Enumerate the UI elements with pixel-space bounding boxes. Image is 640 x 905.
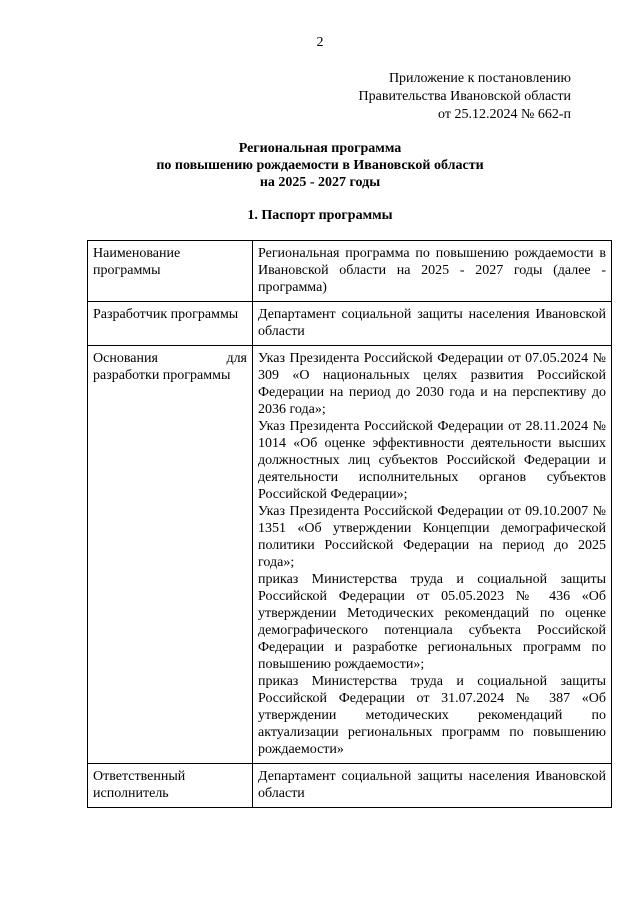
- title-line: по повышению рождаемости в Ивановской области: [156, 158, 484, 173]
- appendix-line: от 25.12.2024 № 662-п: [438, 107, 571, 122]
- table-row: [88, 241, 612, 302]
- row-value: [253, 302, 612, 346]
- appendix-line: Приложение к постановлению: [388, 71, 571, 86]
- value-paragraph: Указ Президента Российской Федерации от 09.10.2007 № 1351 «Об утверждении Концепции демографической политики Российской Федерации на период до 2025 года»;: [258, 504, 606, 570]
- row-label: Наименование программы: [88, 241, 253, 302]
- value-paragraph: приказ Министерства труда и социальной защиты Российской Федерации от 31.07.2024 № 387 «Об утверждении методических рекомендаций по актуализации региональных программ по повышению рождаемости»: [258, 674, 606, 757]
- row-label: Основания для разработки программы: [88, 346, 253, 764]
- appendix-header: [359, 70, 571, 124]
- value-paragraph: приказ Министерства труда и социальной защиты Российской Федерации от 05.05.2023 № 436 «Об утверждении Методических рекомендаций по оценке демографического потенциала субъекта Российской Федерации и разработке региональных программ по повышению рождаемости»;: [258, 572, 606, 672]
- row-value: [253, 346, 612, 764]
- section-title: 1. Паспорт программы: [247, 208, 393, 223]
- table-row: [88, 302, 612, 346]
- value-paragraph: Департамент социальной защиты населения Ивановской области: [258, 769, 606, 801]
- row-label: Разработчик программы: [88, 302, 253, 346]
- table-row: [88, 346, 612, 764]
- value-paragraph: Региональная программа по повышению рождаемости в Ивановской области на 2025 - 2027 годы (далее - программа): [258, 246, 606, 295]
- table-row: [88, 764, 612, 808]
- appendix-line: Правительства Ивановской области: [358, 89, 571, 104]
- row-value: [253, 241, 612, 302]
- title-line: на 2025 - 2027 годы: [259, 175, 381, 190]
- value-paragraph: Департамент социальной защиты населения Ивановской области: [258, 307, 606, 339]
- title-line: Региональная программа: [238, 141, 402, 156]
- row-value: [253, 764, 612, 808]
- page-number: 2: [316, 35, 324, 50]
- passport-table: [87, 240, 612, 808]
- value-paragraph: Указ Президента Российской Федерации от 07.05.2024 № 309 «О национальных целях развития Российской Федерации на период до 2030 года и на перспективу до 2036 года»;: [258, 351, 606, 417]
- value-paragraph: Указ Президента Российской Федерации от 28.11.2024 № 1014 «Об оценке эффективности деятельности высших должностных лиц субъектов Российской Федерации и деятельности исполнительных органов субъектов Российской Федерации»;: [258, 419, 606, 502]
- row-label: Ответственный исполнитель: [88, 764, 253, 808]
- document-title: [0, 140, 640, 191]
